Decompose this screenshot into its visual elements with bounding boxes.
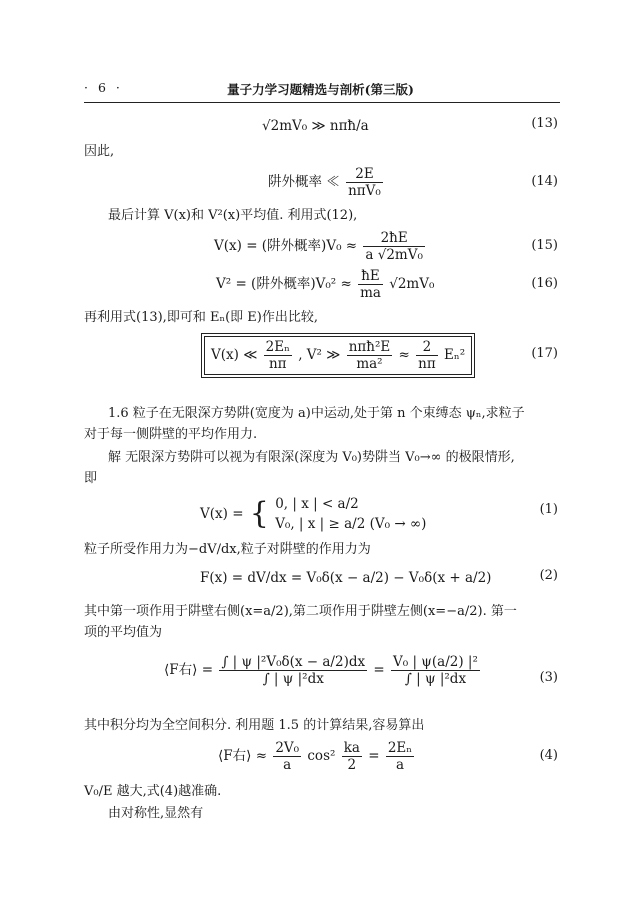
equation-14: 阱外概率 ≪ $\frac{2E}{\text{nπV₀}}$ (268, 166, 381, 199)
equation-1: V(x) = { 0, | x | < a/2 V₀, | x | ≥ a/2 (V₀ → ∞) (200, 496, 427, 532)
book-title: 量子力学习题精选与剖析(第三版) (227, 82, 414, 97)
page-number: · 6 · (84, 80, 123, 95)
text-yinci: 因此, (84, 144, 115, 159)
equation-number-4: (4) (539, 748, 558, 763)
equation-number-17: (17) (531, 346, 558, 361)
paragraph-force: 粒子所受作用力为−dV/dx,粒子对阱壁的作用力为 (84, 542, 371, 557)
equation-number-13-top: (13) (531, 116, 558, 131)
running-header (84, 80, 557, 98)
equation-16: V² = (阱外概率)V₀² ≈ $\frac{ħE}{ma}$ √2mV₀ (216, 268, 435, 301)
paragraph-first-term-line2: 项的平均值为 (84, 625, 163, 640)
equation-3: ⟨F右⟩ = $\frac{\text{∫ | ψ |²V₀δ(x − a/2)dx}}{\text{∫ | ψ |²dx}}$ = $\frac{\text{V₀ | ψ(a/2) |²}}{\text{∫ | ψ |²dx}}$ (164, 654, 478, 687)
header-rule (84, 102, 560, 103)
equation-number-1: (1) (539, 502, 558, 517)
paragraph-final-calc: 最后计算 V(x)和 V²(x)平均值. 利用式(12), (108, 208, 358, 223)
equation-15: V(x) = (阱外概率)V₀ ≈ $\frac{2ħE}{\text{a √2mV₀}}$ (214, 230, 423, 263)
paragraph-compare: 再利用式(13),即可和 Eₙ(即 E)作出比较, (84, 310, 318, 325)
paragraph-accuracy: V₀/E 越大,式(4)越准确. (84, 784, 222, 799)
paragraph-integral: 其中积分均为全空间积分. 利用题 1.5 的计算结果,容易算出 (84, 718, 425, 733)
solution-line1: 解 无限深方势阱可以视为有限深(深度为 V₀)势阱当 V₀→∞ 的极限情形, (108, 450, 515, 465)
equation-2: F(x) = dV/dx = V₀δ(x − a/2) − V₀δ(x + a/2) (200, 570, 492, 586)
problem-1-6-line2: 对于每一侧阱壁的平均作用力. (84, 427, 258, 442)
paragraph-symmetry: 由对称性,显然有 (108, 806, 204, 821)
equation-13-top: √2mV₀ ≫ nπħ/a (262, 118, 369, 134)
equation-number-15: (15) (531, 238, 558, 253)
equation-number-2: (2) (539, 568, 558, 583)
equation-17-boxed: V(x) ≪ $\frac{\text{2Eₙ}}{n\pi}$ , V² ≫ $\frac{\text{nπħ²E}}{\text{ma²}}$ ≈ $\frac{2}{n\pi}$ Eₙ² (204, 336, 472, 375)
equation-number-16: (16) (531, 276, 558, 291)
equation-number-14: (14) (531, 174, 558, 189)
equation-number-3: (3) (539, 670, 558, 685)
equation-4: ⟨F右⟩ ≈ $\frac{\text{2V₀}}{a}$ cos² $\frac{ka}{2}$ = $\frac{\text{2Eₙ}}{a}$ (218, 740, 413, 773)
solution-line2: 即 (84, 471, 98, 486)
problem-1-6-line1: 1.6 粒子在无限深方势阱(宽度为 a)中运动,处于第 n 个束缚态 ψₙ,求粒子 (108, 406, 525, 421)
paragraph-first-term-line1: 其中第一项作用于阱壁右侧(x=a/2),第二项作用于阱壁左侧(x=−a/2). 第一 (84, 604, 517, 619)
